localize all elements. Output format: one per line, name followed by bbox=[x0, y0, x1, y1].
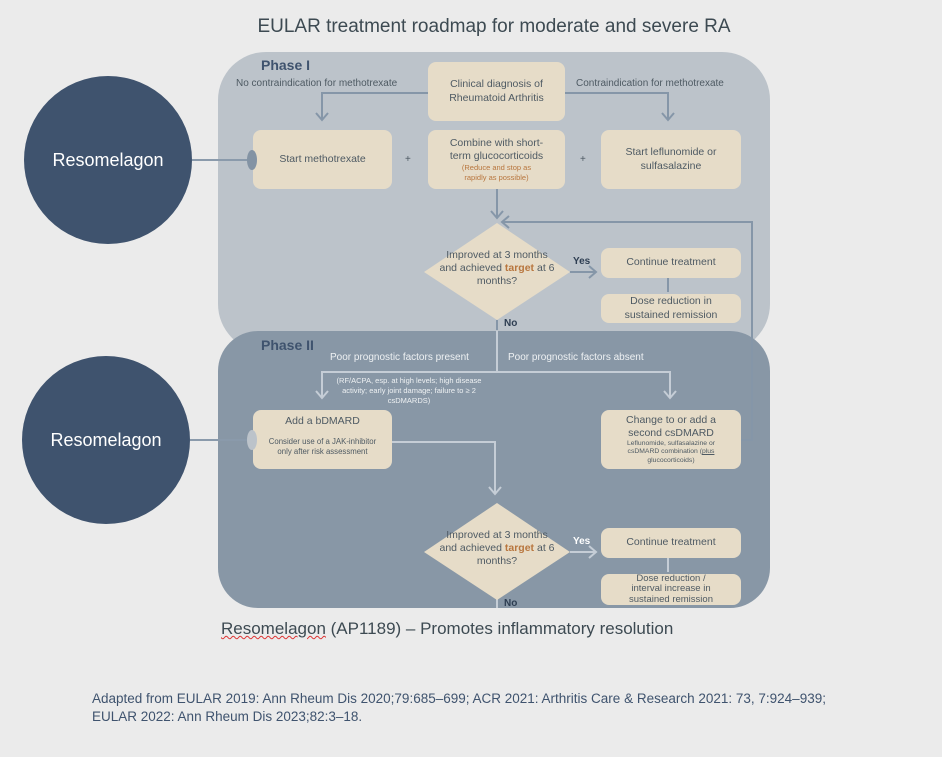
dose-reduction-box: Dose reduction / interval increase in sustained remission bbox=[601, 574, 741, 605]
note-text: Leflunomide, sulfasalazine or csDMARD combination ( bbox=[626, 439, 716, 456]
plus-sign: + bbox=[580, 154, 586, 165]
decision-text: at 6 months? bbox=[476, 542, 555, 568]
csdmard-box bbox=[601, 410, 741, 469]
target-word: target bbox=[504, 262, 535, 275]
continue-treatment-box: Continue treatment bbox=[601, 528, 741, 558]
circle-label: Resomelagon bbox=[50, 429, 162, 450]
start-leflunomide-box: Start leflunomide or sulfasalazine bbox=[601, 130, 741, 189]
connector-dot bbox=[247, 430, 257, 450]
footer-references bbox=[92, 690, 826, 725]
note-text: glucocorticoids) bbox=[647, 456, 695, 464]
no-contraindication-label: No contraindication for methotrexate bbox=[236, 78, 398, 89]
combine-note: (Reduce and stop as rapidly as possible) bbox=[461, 163, 532, 182]
continue-treatment-box: Continue treatment bbox=[601, 248, 741, 278]
yes-label: Yes bbox=[573, 256, 591, 267]
resomelagon-circle-2 bbox=[22, 356, 190, 524]
bdmard-box bbox=[253, 410, 392, 469]
subtitle bbox=[221, 619, 673, 639]
diagnosis-box: Clinical diagnosis of Rheumatoid Arthritis bbox=[428, 62, 565, 121]
dose-reduction-box: Dose reduction in sustained remission bbox=[601, 294, 741, 323]
circle-label: Resomelagon bbox=[52, 149, 164, 170]
page-title: EULAR treatment roadmap for moderate and severe RA bbox=[257, 16, 731, 37]
combine-text: Combine with short-term glucocorticoids bbox=[449, 137, 544, 163]
resomelagon-circle-1 bbox=[24, 76, 192, 244]
plus-sign: + bbox=[405, 154, 411, 165]
phase-1-label: Phase I bbox=[261, 57, 311, 73]
reference-line: Adapted from EULAR 2019: Ann Rheum Dis 2020;79:685–699; ACR 2021: Arthritis Care & Research 2021: 73, 7:924–939; bbox=[92, 691, 826, 706]
decision-2-text bbox=[437, 529, 557, 568]
subtitle-name: Resomelagon bbox=[221, 619, 326, 638]
reference-line: EULAR 2022: Ann Rheum Dis 2023;82:3–18. bbox=[92, 708, 363, 724]
jak-text: Consider use of a JAK-inhibitor only after risk assessment bbox=[268, 437, 377, 456]
factors-note: (RF/ACPA, esp. at high levels; high disease activity; early joint damage; failure to ≥ 2 csDMARDS) bbox=[336, 376, 482, 405]
decision-1-text bbox=[437, 249, 557, 288]
csdmard-note bbox=[601, 440, 741, 465]
factors-absent-label: Poor prognostic factors absent bbox=[508, 352, 644, 363]
factors-present-label: Poor prognostic factors present bbox=[330, 352, 469, 363]
bdmard-text: Add a bDMARD bbox=[285, 415, 360, 427]
no-label: No bbox=[504, 598, 518, 609]
subtitle-text: (AP1189) – Promotes inflammatory resolution bbox=[325, 619, 674, 638]
target-word: target bbox=[504, 542, 535, 555]
no-label: No bbox=[504, 318, 518, 329]
decision-text: Improved at 3 months and achieved bbox=[439, 529, 548, 555]
contraindication-label: Contraindication for methotrexate bbox=[576, 78, 724, 89]
connector-dot bbox=[247, 150, 257, 170]
phase-2-label: Phase II bbox=[261, 337, 314, 353]
glucocorticoids-box bbox=[428, 130, 565, 189]
yes-label: Yes bbox=[573, 536, 591, 547]
csdmard-text: Change to or add a second csDMARD bbox=[626, 413, 716, 439]
plus-word: plus bbox=[701, 448, 715, 456]
decision-text: Improved at 3 months and achieved bbox=[439, 249, 548, 275]
decision-text: at 6 months? bbox=[476, 262, 555, 288]
start-methotrexate-box: Start methotrexate bbox=[253, 130, 392, 189]
